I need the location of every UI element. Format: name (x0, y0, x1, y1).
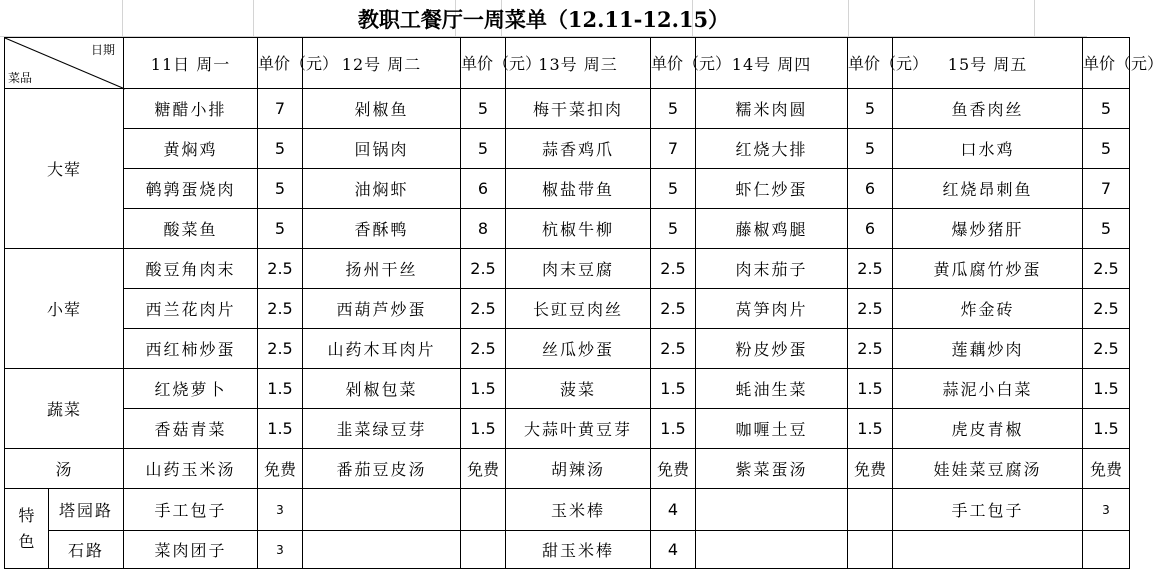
dish-cell: 梅干菜扣肉 (506, 89, 651, 129)
price-cell: 1.5 (1083, 369, 1130, 409)
dish-cell: 番茄豆皮汤 (303, 449, 461, 489)
dish-cell: 紫菜蛋汤 (696, 449, 848, 489)
dish-cell: 粉皮炒蛋 (696, 329, 848, 369)
price-cell: 1.5 (258, 409, 303, 449)
dish-cell (696, 489, 848, 531)
menu-row (5, 209, 1130, 249)
price-cell: 2.5 (848, 329, 893, 369)
dish-cell: 韭菜绿豆芽 (303, 409, 461, 449)
special-label-char: 色 (18, 531, 35, 551)
dish-cell: 红烧大排 (696, 129, 848, 169)
dish-cell: 鱼香肉丝 (893, 89, 1083, 129)
price-cell (848, 489, 893, 531)
dish-cell: 胡辣汤 (506, 449, 651, 489)
dish-cell: 爆炒猪肝 (893, 209, 1083, 249)
dish-cell: 剁椒鱼 (303, 89, 461, 129)
price-cell (848, 531, 893, 569)
special-row (5, 489, 1130, 531)
day-header: 14号 周四 (696, 38, 848, 89)
corner-date-label: 日期 (90, 43, 115, 57)
price-cell: 6 (848, 169, 893, 209)
price-cell: 5 (1083, 129, 1130, 169)
special-category-cell (5, 489, 49, 569)
price-cell: 3 (1083, 489, 1130, 531)
dish-cell: 黄瓜腐竹炒蛋 (893, 249, 1083, 289)
price-cell: 2.5 (461, 249, 506, 289)
dish-cell: 莲藕炒肉 (893, 329, 1083, 369)
header-row (5, 38, 1130, 89)
dish-cell: 蚝油生菜 (696, 369, 848, 409)
dish-cell: 甜玉米棒 (506, 531, 651, 569)
dish-cell: 糯米肉圆 (696, 89, 848, 129)
price-cell: 5 (461, 129, 506, 169)
dish-cell: 椒盐带鱼 (506, 169, 651, 209)
price-cell: 免费 (848, 449, 893, 489)
price-header: 单价（元） (848, 38, 893, 89)
price-cell: 2.5 (258, 249, 303, 289)
price-cell: 5 (1083, 209, 1130, 249)
dish-cell: 肉末茄子 (696, 249, 848, 289)
price-cell: 2.5 (848, 249, 893, 289)
dish-cell: 玉米棒 (506, 489, 651, 531)
price-cell: 1.5 (848, 369, 893, 409)
price-cell: 5 (848, 129, 893, 169)
category-cell: 汤 (5, 449, 124, 489)
menu-row (5, 169, 1130, 209)
menu-row (5, 89, 1130, 129)
price-cell (461, 531, 506, 569)
price-cell: 1.5 (651, 369, 696, 409)
price-cell: 免费 (461, 449, 506, 489)
dish-cell: 鹌鹑蛋烧肉 (124, 169, 258, 209)
special-row (5, 531, 1130, 569)
price-cell: 免费 (651, 449, 696, 489)
dish-cell: 咖喱土豆 (696, 409, 848, 449)
price-cell: 2.5 (651, 289, 696, 329)
price-cell: 2.5 (258, 289, 303, 329)
price-cell: 1.5 (1083, 409, 1130, 449)
dish-cell (303, 489, 461, 531)
dish-cell: 炸金砖 (893, 289, 1083, 329)
dish-cell: 虎皮青椒 (893, 409, 1083, 449)
price-cell: 3 (258, 531, 303, 569)
price-header: 单价（元） (461, 38, 506, 89)
price-cell: 2.5 (461, 289, 506, 329)
category-cell: 蔬菜 (5, 369, 124, 449)
price-cell: 2.5 (461, 329, 506, 369)
dish-cell: 红烧昂刺鱼 (893, 169, 1083, 209)
dish-cell: 山药玉米汤 (124, 449, 258, 489)
price-cell: 5 (1083, 89, 1130, 129)
price-cell: 8 (461, 209, 506, 249)
day-header: 11日 周一 (124, 38, 258, 89)
dish-cell: 菠菜 (506, 369, 651, 409)
price-cell: 4 (651, 531, 696, 569)
page-title: 教职工餐厅一周菜单（12.11-12.15） (357, 7, 730, 32)
dish-cell: 藤椒鸡腿 (696, 209, 848, 249)
menu-row (5, 369, 1130, 409)
price-cell: 1.5 (848, 409, 893, 449)
location-cell: 塔园路 (49, 489, 124, 531)
price-cell: 5 (848, 89, 893, 129)
dish-cell: 黄焖鸡 (124, 129, 258, 169)
price-cell: 2.5 (651, 249, 696, 289)
price-cell (461, 489, 506, 531)
dish-cell: 香菇青菜 (124, 409, 258, 449)
price-cell: 5 (651, 89, 696, 129)
price-header: 单价（元） (651, 38, 696, 89)
price-cell: 1.5 (461, 369, 506, 409)
price-header: 单价（元） (258, 38, 303, 89)
dish-cell (893, 531, 1083, 569)
dish-cell: 口水鸡 (893, 129, 1083, 169)
dish-cell: 酸豆角肉末 (124, 249, 258, 289)
price-cell: 2.5 (1083, 329, 1130, 369)
menu-row (5, 129, 1130, 169)
price-cell: 1.5 (461, 409, 506, 449)
price-cell: 6 (461, 169, 506, 209)
price-header: 单价（元） (1083, 38, 1130, 89)
price-cell: 5 (651, 169, 696, 209)
menu-row (5, 329, 1130, 369)
dish-cell: 莴笋肉片 (696, 289, 848, 329)
price-cell: 5 (461, 89, 506, 129)
dish-cell: 西葫芦炒蛋 (303, 289, 461, 329)
price-cell: 7 (258, 89, 303, 129)
dish-cell: 虾仁炒蛋 (696, 169, 848, 209)
dish-cell: 手工包子 (893, 489, 1083, 531)
price-cell: 2.5 (651, 329, 696, 369)
day-header: 13号 周三 (506, 38, 651, 89)
price-cell: 7 (651, 129, 696, 169)
menu-row (5, 249, 1130, 289)
price-cell: 1.5 (258, 369, 303, 409)
menu-row (5, 289, 1130, 329)
price-cell: 2.5 (848, 289, 893, 329)
header-corner-cell (5, 38, 124, 89)
dish-cell: 菜肉团子 (124, 531, 258, 569)
price-cell (1083, 531, 1130, 569)
dish-cell: 长豇豆肉丝 (506, 289, 651, 329)
dish-cell: 丝瓜炒蛋 (506, 329, 651, 369)
price-cell: 5 (258, 169, 303, 209)
menu-row (5, 449, 1130, 489)
price-cell: 6 (848, 209, 893, 249)
dish-cell: 西红柿炒蛋 (124, 329, 258, 369)
dish-cell: 蒜香鸡爪 (506, 129, 651, 169)
dish-cell: 西兰花肉片 (124, 289, 258, 329)
price-cell: 4 (651, 489, 696, 531)
price-cell: 2.5 (1083, 289, 1130, 329)
dish-cell: 酸菜鱼 (124, 209, 258, 249)
price-cell: 7 (1083, 169, 1130, 209)
menu-row (5, 409, 1130, 449)
day-header: 12号 周二 (303, 38, 461, 89)
dish-cell (303, 531, 461, 569)
day-header: 15号 周五 (893, 38, 1083, 89)
menu-table (4, 37, 1163, 569)
special-label-char: 特 (18, 505, 35, 525)
dish-cell: 大蒜叶黄豆芽 (506, 409, 651, 449)
dish-cell: 扬州干丝 (303, 249, 461, 289)
price-cell: 5 (258, 209, 303, 249)
price-cell: 免费 (258, 449, 303, 489)
corner-dish-label: 菜品 (8, 71, 33, 85)
price-cell: 5 (258, 129, 303, 169)
location-cell: 石路 (49, 531, 124, 569)
dish-cell (696, 531, 848, 569)
dish-cell: 糖醋小排 (124, 89, 258, 129)
dish-cell: 回锅肉 (303, 129, 461, 169)
price-cell: 3 (258, 489, 303, 531)
price-cell: 1.5 (651, 409, 696, 449)
dish-cell: 香酥鸭 (303, 209, 461, 249)
dish-cell: 杭椒牛柳 (506, 209, 651, 249)
category-cell: 大荤 (5, 89, 124, 249)
category-cell: 小荤 (5, 249, 124, 369)
price-cell: 免费 (1083, 449, 1130, 489)
price-cell: 2.5 (1083, 249, 1130, 289)
dish-cell: 手工包子 (124, 489, 258, 531)
dish-cell: 红烧萝卜 (124, 369, 258, 409)
price-cell: 2.5 (258, 329, 303, 369)
dish-cell: 油焖虾 (303, 169, 461, 209)
dish-cell: 肉末豆腐 (506, 249, 651, 289)
dish-cell: 山药木耳肉片 (303, 329, 461, 369)
price-cell: 5 (651, 209, 696, 249)
dish-cell: 蒜泥小白菜 (893, 369, 1083, 409)
dish-cell: 剁椒包菜 (303, 369, 461, 409)
dish-cell: 娃娃菜豆腐汤 (893, 449, 1083, 489)
